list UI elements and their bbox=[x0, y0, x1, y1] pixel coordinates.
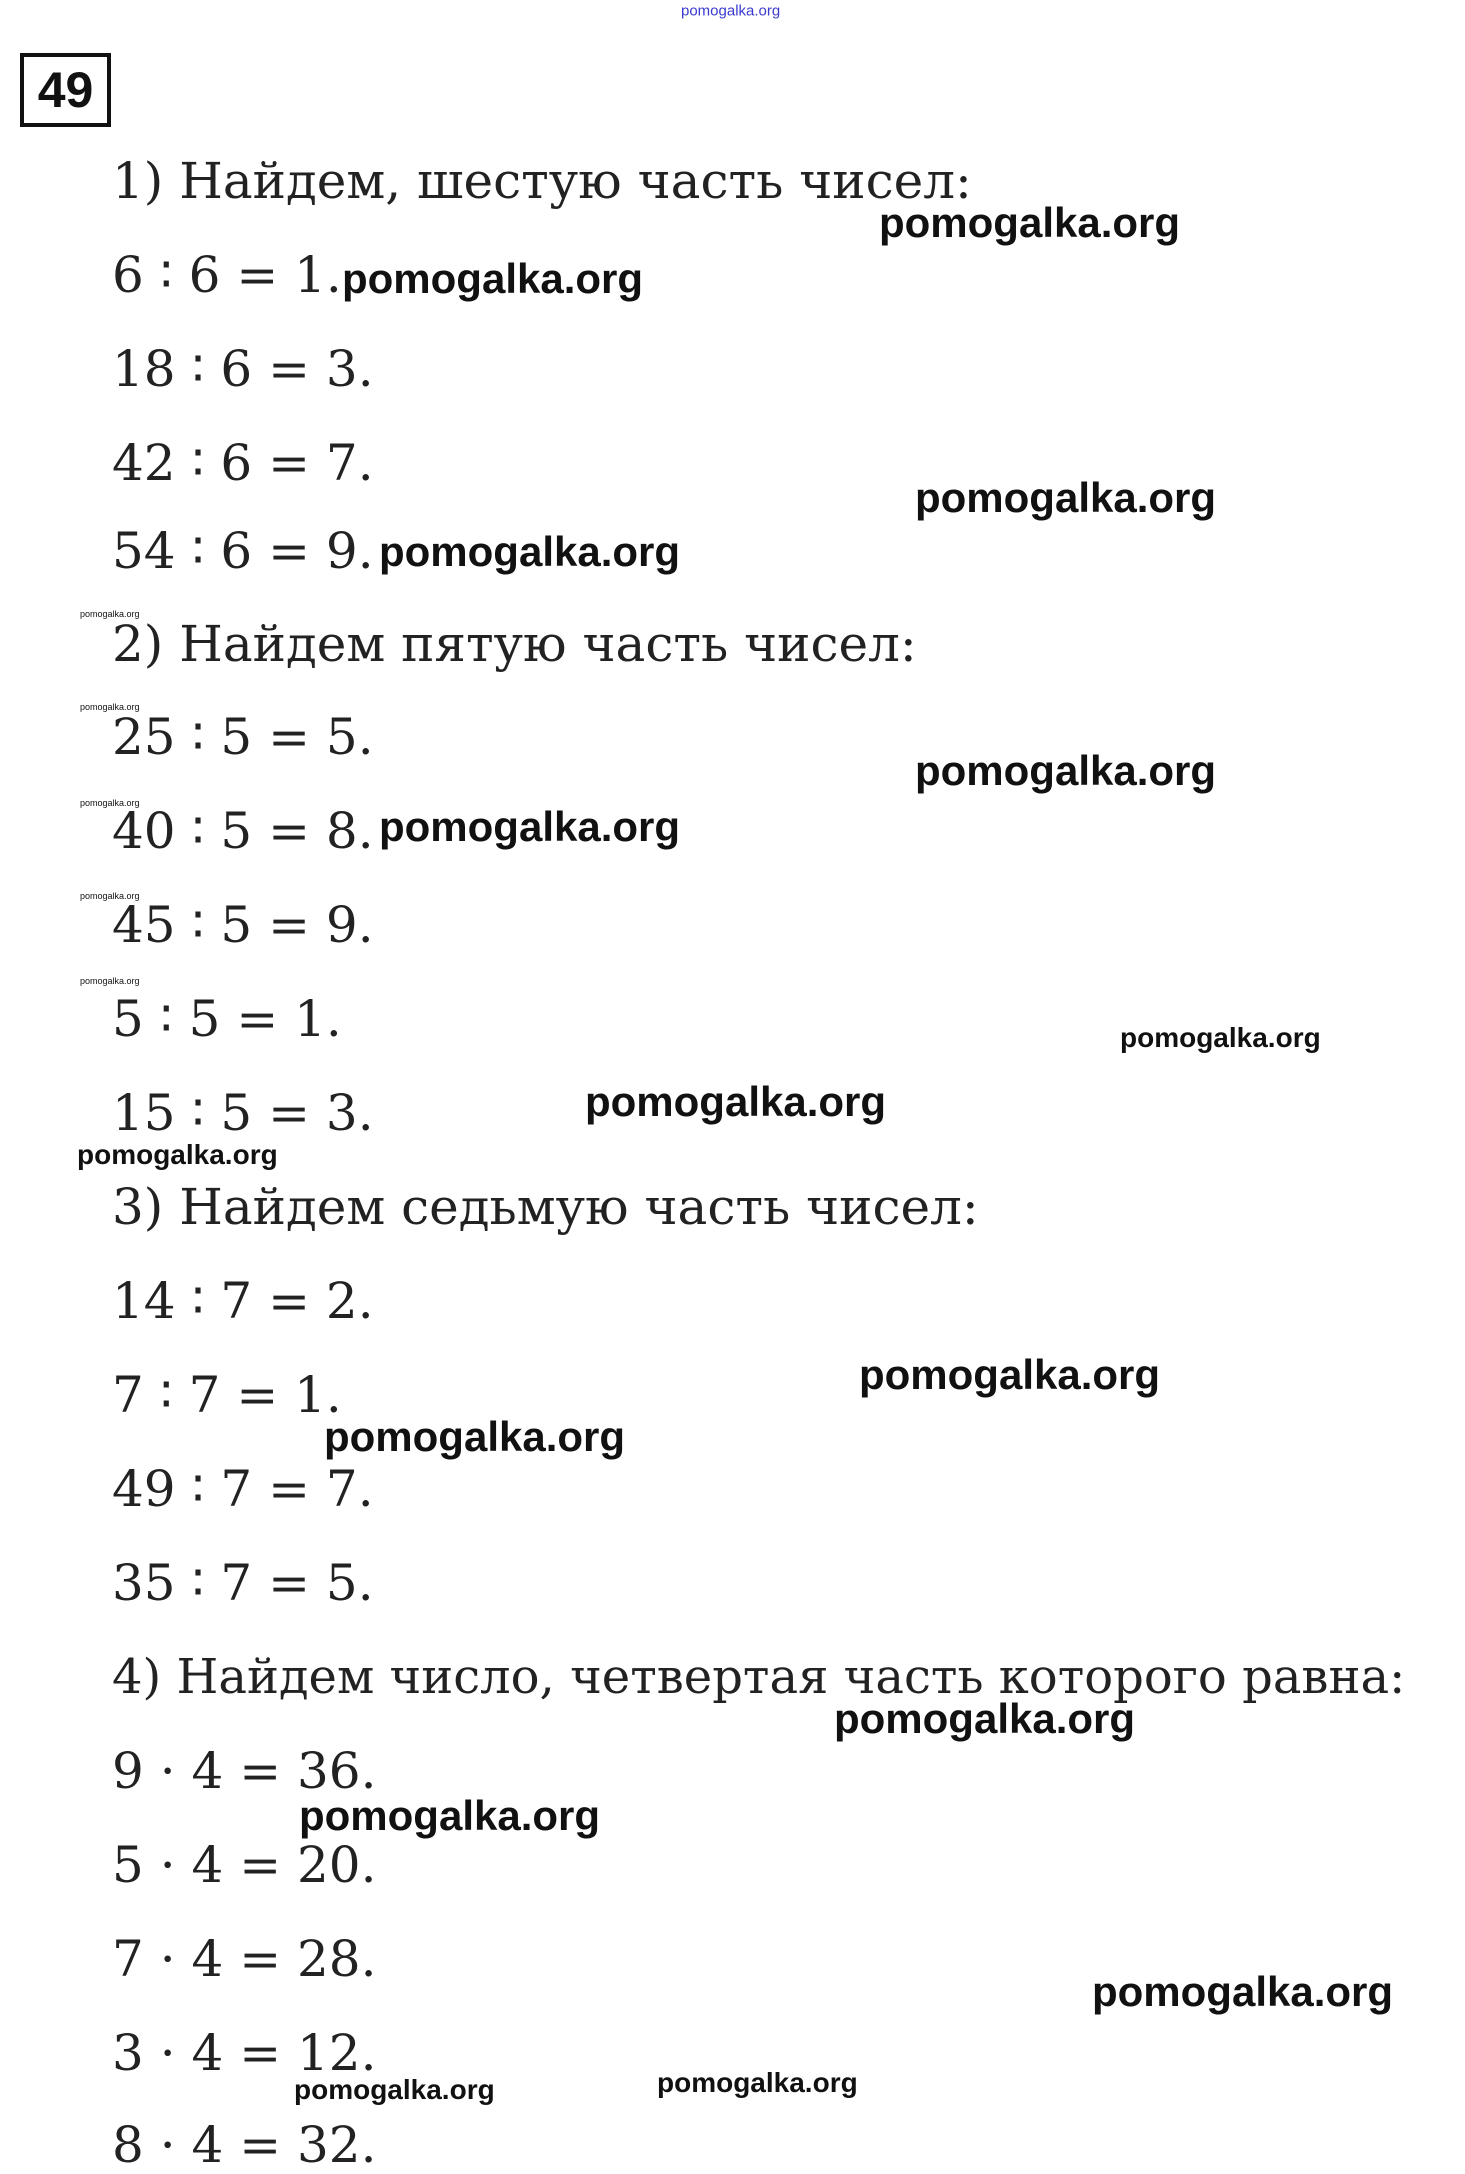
equation: 15 ∶ 5 = 3. bbox=[112, 1084, 374, 1142]
watermark: pomogalka.org bbox=[80, 798, 140, 808]
watermark: pomogalka.org bbox=[324, 1413, 626, 1460]
heading-3: 3) Найдем седьмую часть чисел: bbox=[112, 1178, 979, 1236]
watermark: pomogalka.org bbox=[342, 255, 644, 302]
watermark: pomogalka.org bbox=[879, 199, 1181, 246]
equation: 8 · 4 = 32. bbox=[112, 2116, 377, 2174]
watermark: pomogalka.org bbox=[859, 1351, 1161, 1398]
equation: 7 · 4 = 28. bbox=[112, 1930, 377, 1988]
watermark: pomogalka.org bbox=[915, 747, 1217, 794]
heading-1: 1) Найдем, шестую часть чисел: bbox=[112, 152, 972, 210]
watermark: pomogalka.org bbox=[657, 2067, 858, 2098]
watermark: pomogalka.org bbox=[294, 2074, 495, 2105]
equation: 9 · 4 = 36. bbox=[112, 1742, 377, 1800]
watermark: pomogalka.org bbox=[77, 1139, 278, 1170]
watermark: pomogalka.org bbox=[80, 702, 140, 712]
equation: 5 ∶ 5 = 1. bbox=[112, 990, 342, 1048]
equation: 5 · 4 = 20. bbox=[112, 1836, 377, 1894]
watermark: pomogalka.org bbox=[1120, 1022, 1321, 1053]
watermark: pomogalka.org bbox=[585, 1078, 887, 1125]
equation: 42 ∶ 6 = 7. bbox=[112, 434, 374, 492]
equation: 3 · 4 = 12. bbox=[112, 2024, 377, 2082]
watermark: pomogalka.org bbox=[834, 1695, 1136, 1742]
equation: 6 ∶ 6 = 1. bbox=[112, 246, 342, 304]
equation: 18 ∶ 6 = 3. bbox=[112, 340, 374, 398]
equation: 35 ∶ 7 = 5. bbox=[112, 1554, 374, 1612]
watermark: pomogalka.org bbox=[1092, 1968, 1394, 2015]
heading-2: 2) Найдем пятую часть чисел: bbox=[112, 615, 917, 673]
watermark: pomogalka.org bbox=[299, 1792, 601, 1839]
equation: 7 ∶ 7 = 1. bbox=[112, 1366, 342, 1424]
watermark: pomogalka.org bbox=[80, 609, 140, 619]
equation: 25 ∶ 5 = 5. bbox=[112, 708, 374, 766]
equation: 54 ∶ 6 = 9. bbox=[112, 522, 374, 580]
watermark: pomogalka.org bbox=[379, 803, 681, 850]
equation: 14 ∶ 7 = 2. bbox=[112, 1272, 374, 1330]
watermark: pomogalka.org bbox=[915, 474, 1217, 521]
watermark: pomogalka.org bbox=[80, 891, 140, 901]
watermark: pomogalka.org bbox=[379, 528, 681, 575]
task-number: 49 bbox=[20, 53, 111, 127]
watermark: pomogalka.org bbox=[80, 976, 140, 986]
watermark: pomogalka.org bbox=[681, 2, 781, 20]
equation: 40 ∶ 5 = 8. bbox=[112, 802, 374, 860]
equation: 49 ∶ 7 = 7. bbox=[112, 1460, 374, 1518]
heading-4: 4) Найдем число, четвертая часть которого равна: bbox=[112, 1649, 1406, 1705]
equation: 45 ∶ 5 = 9. bbox=[112, 896, 374, 954]
